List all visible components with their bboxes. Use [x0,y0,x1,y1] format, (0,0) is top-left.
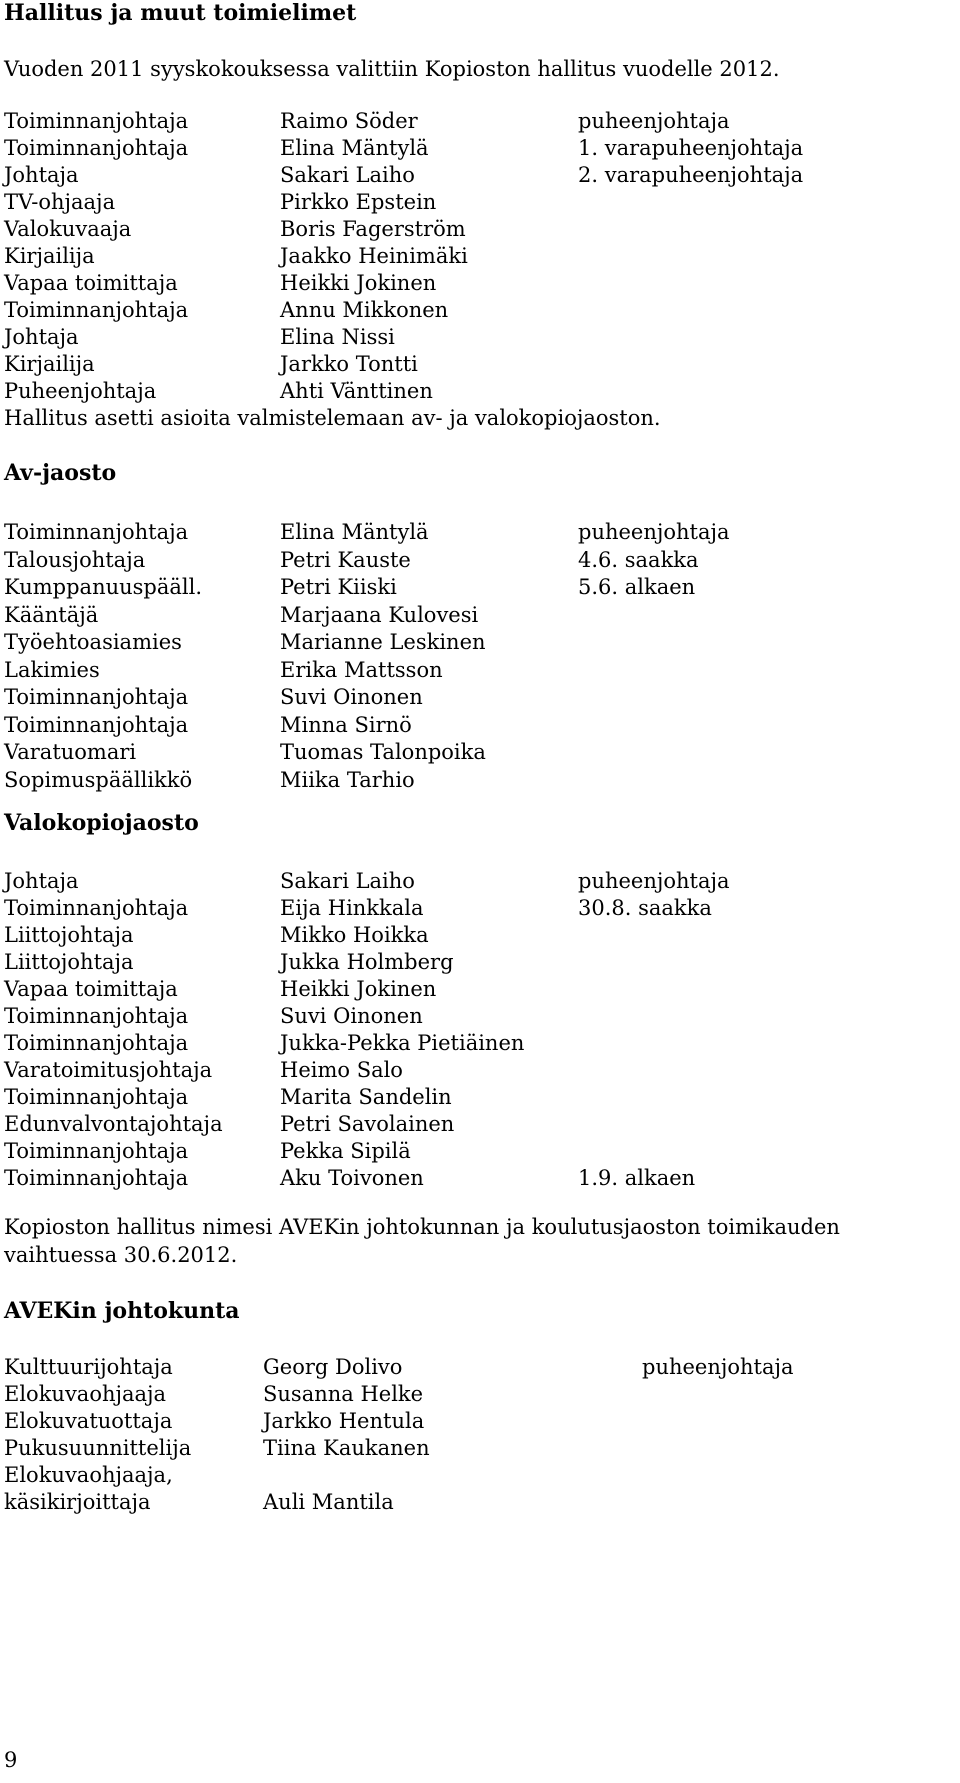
member-name: Ahti Vänttinen [280,379,433,403]
member-name: Boris Fagerström [280,217,466,241]
member-row [4,322,954,352]
member-role: Toiminnanjohtaja [4,1085,189,1109]
member-row [4,376,954,406]
member-role: Varatoimitusjohtaja [4,1058,213,1082]
member-role: Toiminnanjohtaja [4,1166,189,1190]
member-role: käsikirjoittaja [4,1490,151,1514]
member-name: Petri Kauste [280,547,411,572]
member-role: Liittojohtaja [4,950,134,974]
member-name: Jukka-Pekka Pietiäinen [280,1031,525,1055]
member-note: 1.9. alkaen [578,1166,696,1190]
member-role: Vapaa toimittaja [4,977,178,1001]
avek-section-title: AVEKin johtokunta [4,1298,240,1324]
member-name: Petri Savolainen [280,1112,455,1136]
member-row [4,920,954,950]
member-name: Elina Mäntylä [280,136,429,160]
member-role: Toiminnanjohtaja [4,1031,189,1055]
member-role: Toiminnanjohtaja [4,685,189,709]
member-name: Heikki Jokinen [280,271,437,295]
member-row [4,974,954,1004]
member-note: puheenjohtaja [578,109,730,133]
page-title: Hallitus ja muut toimielimet [4,0,357,26]
member-name: Elina Mäntylä [280,520,429,544]
member-row [4,187,954,217]
member-name: Sakari Laiho [280,869,415,893]
member-note: 30.8. saakka [578,896,712,920]
member-role: Johtaja [4,325,79,349]
member-name: Miika Tarhio [280,767,415,792]
member-name: Marjaana Kulovesi [280,602,479,627]
avek-note-line1: Kopioston hallitus nimesi AVEKin johtokunnan ja koulutusjaoston toimikauden [4,1215,840,1239]
member-role: Toiminnanjohtaja [4,1139,189,1163]
member-row [4,517,954,547]
member-name: Marianne Leskinen [280,630,486,654]
member-row [4,268,954,298]
member-role: Toiminnanjohtaja [4,109,189,133]
avek-note-line2: vaihtuessa 30.6.2012. [4,1243,238,1267]
member-row [4,947,954,977]
member-role: Työehtoasiamies [4,630,182,654]
member-row [4,655,954,685]
member-name: Tiina Kaukanen [263,1436,430,1460]
member-name: Suvi Oinonen [280,685,423,709]
member-row [4,600,954,630]
member-name: Suvi Oinonen [280,1004,423,1028]
member-name: Jaakko Heinimäki [280,244,468,268]
member-row [4,682,954,712]
member-name: Minna Sirnö [280,712,412,737]
member-role: Toiminnanjohtaja [4,1004,189,1028]
member-name: Jarkko Tontti [280,352,418,376]
member-row [4,1028,954,1058]
member-name: Pekka Sipilä [280,1139,411,1163]
member-role: Johtaja [4,869,79,893]
member-name: Susanna Helke [263,1382,424,1406]
member-role: Puheenjohtaja [4,379,157,403]
member-row [4,1163,954,1193]
member-name: Jukka Holmberg [280,950,454,974]
member-role: Vapaa toimittaja [4,271,178,295]
member-role: Toiminnanjohtaja [4,136,189,160]
member-name: Aku Toivonen [280,1166,424,1190]
member-role: Elokuvatuottaja [4,1409,173,1433]
member-role: Toiminnanjohtaja [4,896,189,920]
member-role: TV-ohjaaja [4,190,116,214]
member-role: Elokuvaohjaaja, [4,1463,173,1487]
member-name: Mikko Hoikka [280,923,429,947]
member-note: 2. varapuheenjohtaja [578,163,804,187]
member-name: Elina Nissi [280,325,395,349]
member-row [4,1109,954,1139]
member-role: Lakimies [4,657,100,682]
member-name: Sakari Laiho [280,163,415,187]
member-role: Kulttuurijohtaja [4,1355,173,1379]
member-row [4,160,954,190]
member-name: Annu Mikkonen [280,298,449,322]
member-role: Elokuvaohjaaja [4,1382,167,1406]
member-name: Georg Dolivo [263,1355,403,1379]
member-role: Talousjohtaja [4,547,146,572]
member-role: Liittojohtaja [4,923,134,947]
member-name: Auli Mantila [263,1490,394,1514]
member-row [4,106,954,136]
member-row [4,765,954,795]
member-role: Johtaja [4,163,79,187]
member-name: Jarkko Hentula [263,1409,425,1433]
member-role: Toiminnanjohtaja [4,298,189,322]
member-row [4,1460,954,1490]
member-name: Marita Sandelin [280,1085,452,1109]
member-note: puheenjohtaja [578,520,730,544]
intro-text: Vuoden 2011 syyskokouksessa valittiin Kopioston hallitus vuodelle 2012. [4,57,780,81]
member-role: Toiminnanjohtaja [4,520,189,544]
member-row [4,1082,954,1112]
member-note: 1. varapuheenjohtaja [578,136,804,160]
member-role: Varatuomari [4,740,137,764]
member-name: Heimo Salo [280,1058,403,1082]
member-row [4,1352,954,1382]
member-role: Pukusuunnittelija [4,1436,192,1460]
member-name: Raimo Söder [280,109,418,133]
member-name: Heikki Jokinen [280,977,437,1001]
member-row [4,1379,954,1409]
member-name: Erika Mattsson [280,657,443,682]
member-row [4,572,954,602]
member-note: puheenjohtaja [642,1355,794,1379]
member-row [4,545,954,575]
member-row [4,349,954,379]
member-row [4,1055,954,1085]
page-number: 9 [4,1748,18,1772]
member-row [4,241,954,271]
member-name: Pirkko Epstein [280,190,437,214]
member-row [4,893,954,923]
member-note: 4.6. saakka [578,547,699,572]
member-name: Tuomas Talonpoika [280,740,486,764]
member-row [4,1433,954,1463]
board-note: Hallitus asetti asioita valmistelemaan av- ja valokopiojaoston. [4,406,661,430]
member-note: puheenjohtaja [578,869,730,893]
av-section-title: Av-jaosto [4,460,117,486]
member-row [4,866,954,896]
member-row [4,295,954,325]
member-name: Petri Kiiski [280,575,397,599]
member-row [4,1406,954,1436]
member-role: Kirjailija [4,244,95,268]
member-row [4,1001,954,1031]
member-role: Kumppanuuspääll. [4,575,203,599]
member-role: Kääntäjä [4,602,99,627]
member-note: 5.6. alkaen [578,575,696,599]
member-row [4,1136,954,1166]
member-role: Toiminnanjohtaja [4,712,189,737]
member-row [4,214,954,244]
member-role: Kirjailija [4,352,95,376]
member-row [4,737,954,767]
valo-section-title: Valokopiojaosto [4,810,199,836]
member-row [4,133,954,163]
member-row [4,710,954,740]
member-role: Edunvalvontajohtaja [4,1112,223,1136]
member-row [4,627,954,657]
member-row [4,1487,954,1517]
member-role: Valokuvaaja [4,217,132,241]
member-role: Sopimuspäällikkö [4,767,193,792]
member-name: Eija Hinkkala [280,896,424,920]
